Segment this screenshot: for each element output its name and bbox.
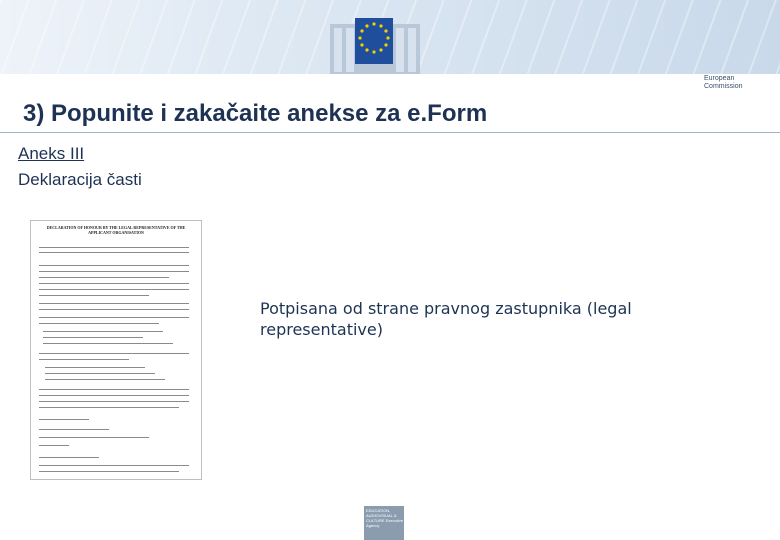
document-text-line bbox=[39, 323, 159, 324]
european-commission-logo-text: European Commission bbox=[704, 75, 743, 90]
document-text-line bbox=[39, 445, 69, 446]
header-banner bbox=[0, 0, 780, 74]
document-text-line bbox=[39, 252, 189, 253]
signature-note: Potpisana od strane pravnog zastupnika (legal representative) bbox=[260, 299, 632, 339]
document-text-line bbox=[39, 303, 189, 304]
document-text-line bbox=[39, 317, 189, 318]
document-text-line bbox=[39, 283, 189, 284]
document-text-line bbox=[43, 343, 173, 344]
document-text-line bbox=[43, 337, 143, 338]
document-text-line bbox=[39, 407, 179, 408]
document-text-line bbox=[39, 247, 189, 248]
eacea-logo-text: EDUCATION, AUDIOVISUAL & CULTURE Executive Agency bbox=[366, 508, 404, 528]
document-text-line bbox=[39, 437, 149, 438]
document-text-line bbox=[39, 309, 189, 310]
document-text-line bbox=[39, 359, 129, 360]
document-heading: DECLARATION OF HONOUR BY THE LEGAL REPRESENTATIVE OF THE APPLICANT ORGANISATION bbox=[46, 225, 186, 235]
document-text-line bbox=[39, 471, 179, 472]
document-text-line bbox=[39, 401, 189, 402]
document-text-line bbox=[39, 419, 89, 420]
berlaymont-building-icon bbox=[330, 18, 420, 74]
document-text-line bbox=[39, 465, 189, 466]
document-text-line bbox=[39, 353, 189, 354]
document-text-line bbox=[39, 271, 189, 272]
document-text-line bbox=[43, 331, 163, 332]
eacea-logo bbox=[364, 506, 404, 540]
document-text-line bbox=[39, 289, 189, 290]
document-text-line bbox=[39, 265, 189, 266]
document-text-line bbox=[39, 457, 99, 458]
slide-title: 3) Popunite i zakačaite anekse za e.Form bbox=[23, 100, 488, 127]
document-text-line bbox=[39, 395, 189, 396]
document-text-line bbox=[45, 373, 155, 374]
title-divider bbox=[0, 132, 780, 133]
document-text-line bbox=[45, 379, 165, 380]
declaration-document-thumbnail bbox=[30, 220, 202, 480]
document-text-line bbox=[39, 429, 109, 430]
document-text-line bbox=[39, 277, 169, 278]
document-text-line bbox=[45, 367, 145, 368]
annex-link[interactable]: Aneks III bbox=[18, 144, 85, 163]
document-text-line bbox=[39, 389, 189, 390]
annex-subtitle: Deklaracija časti bbox=[18, 170, 142, 189]
document-text-line bbox=[39, 295, 149, 296]
